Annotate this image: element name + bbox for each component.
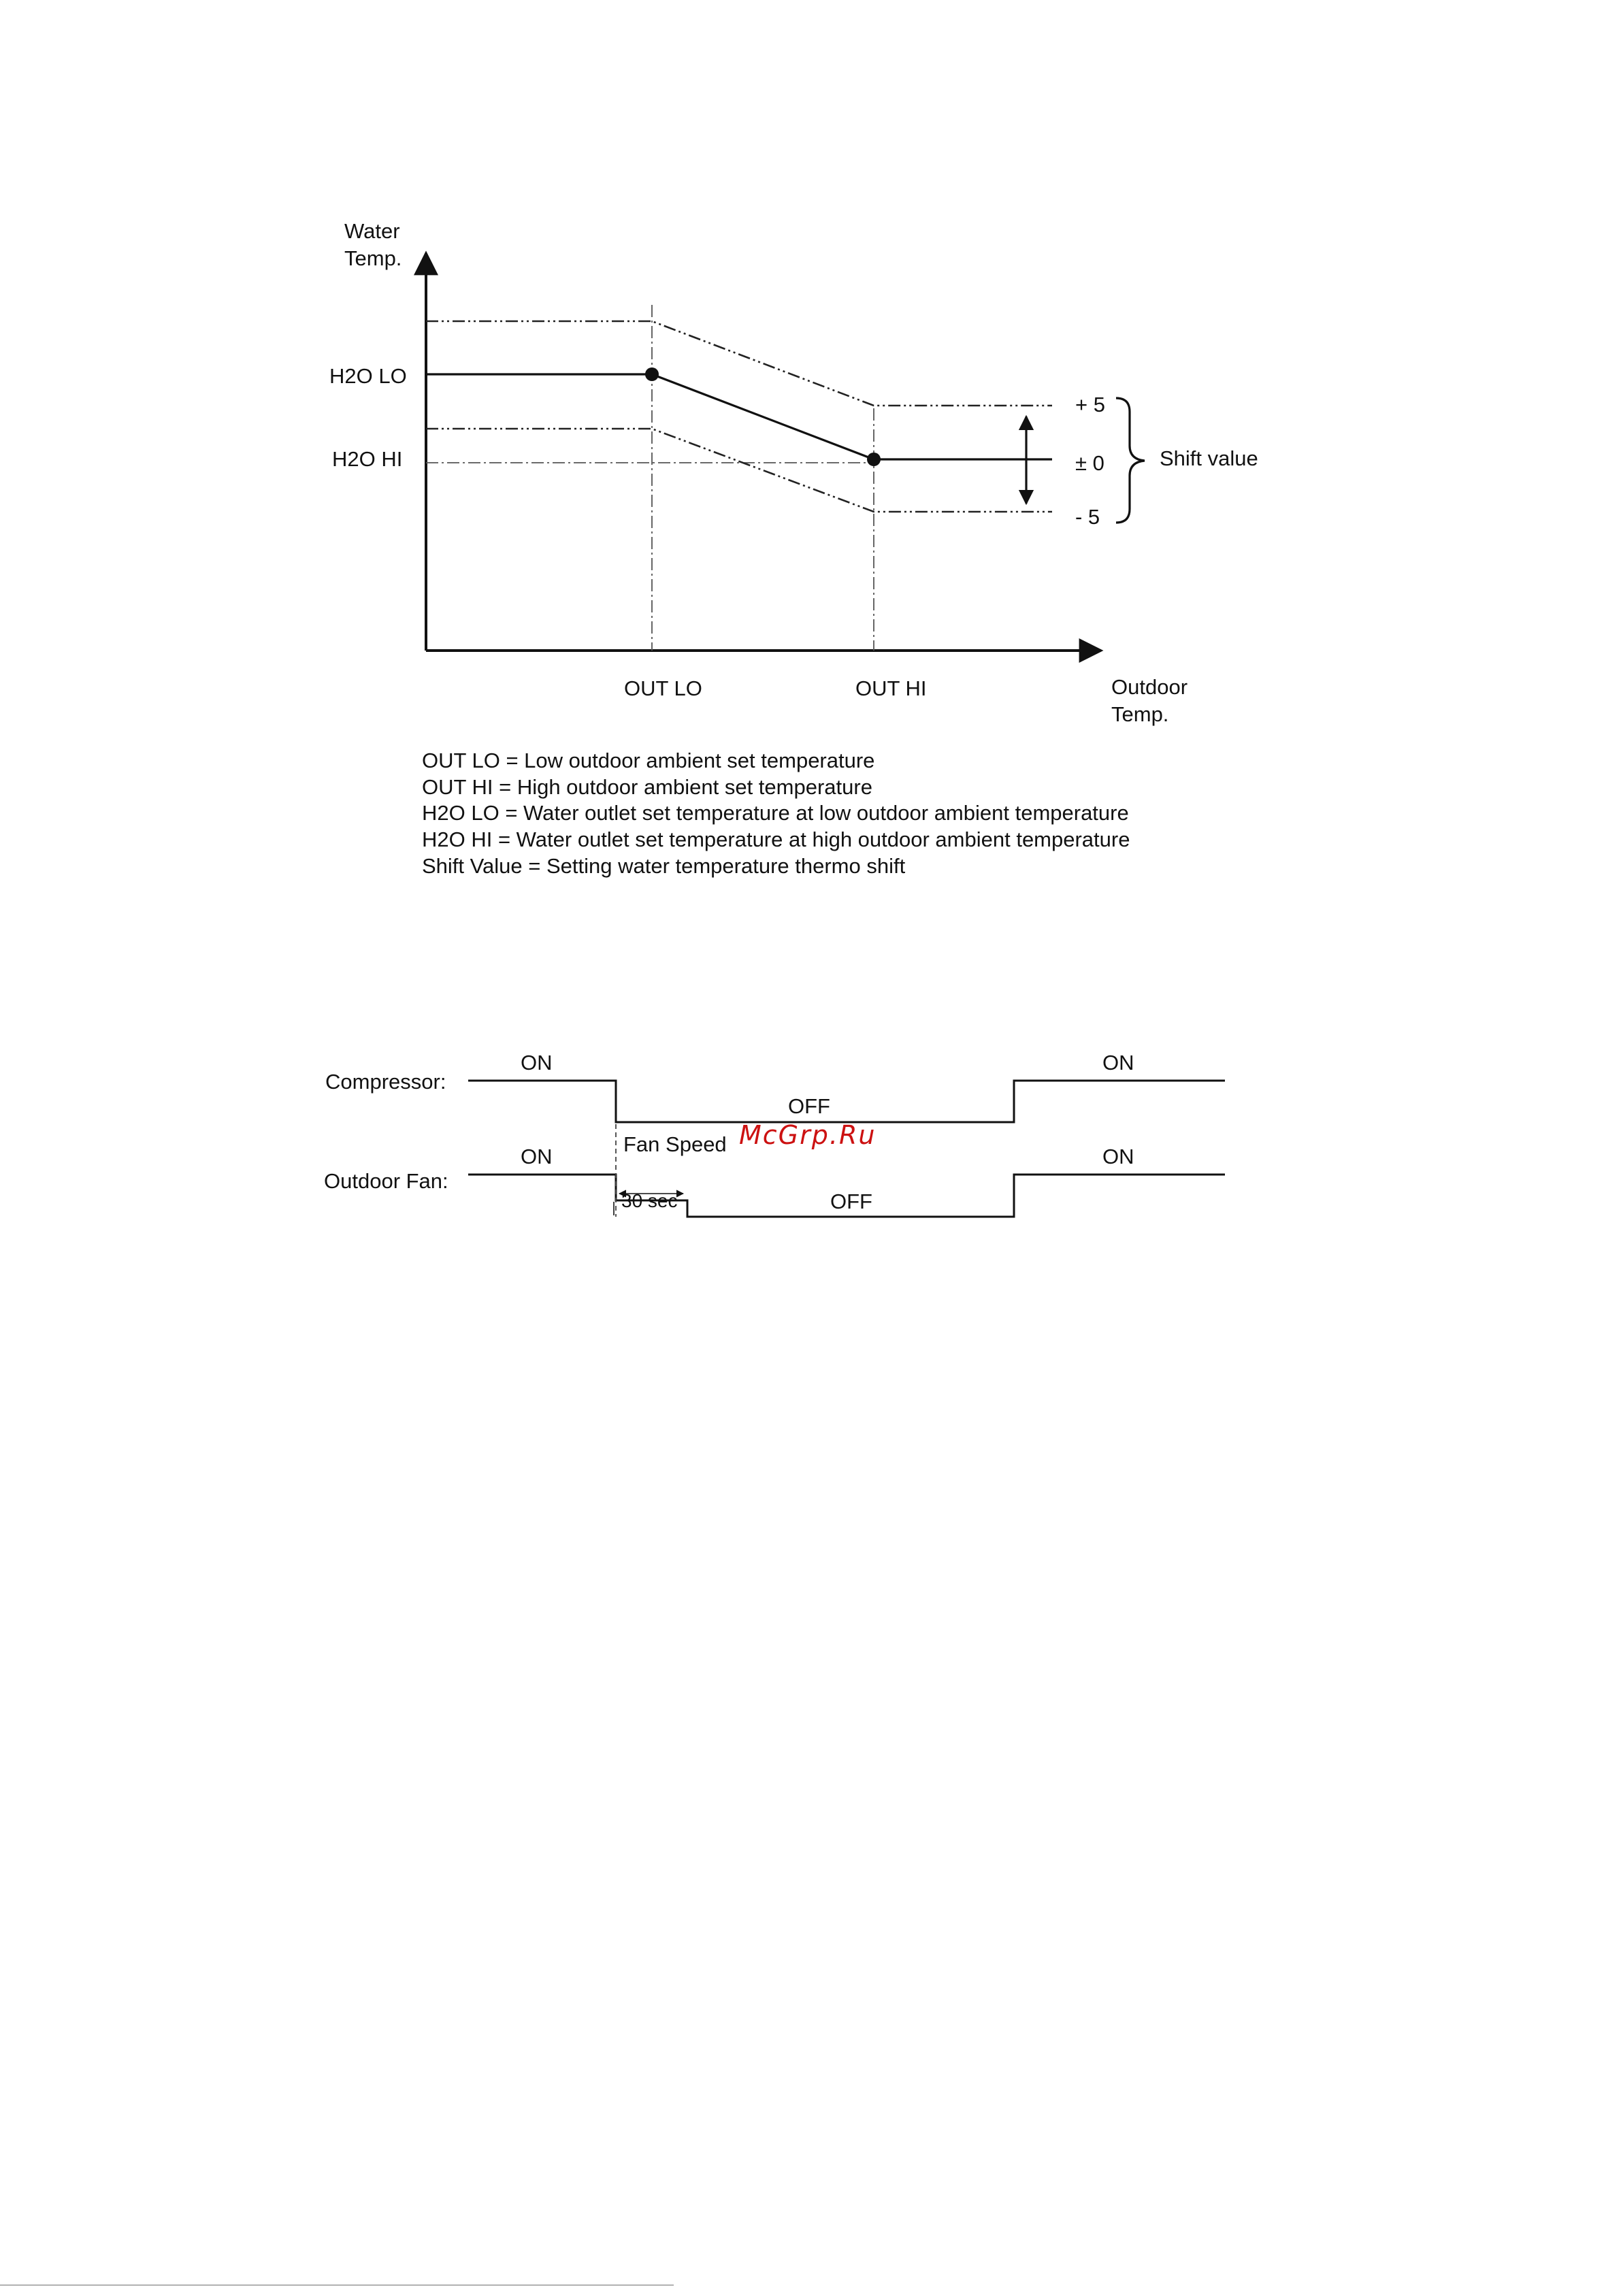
watermark-text: McGrp.Ru (739, 1120, 877, 1150)
out-hi-point (867, 453, 881, 466)
y-axis-label-line2: Temp. (344, 246, 402, 270)
tick-out-lo: OUT LO (624, 676, 702, 700)
x-axis-label-line1: Outdoor (1111, 675, 1188, 699)
shift-brace (1116, 398, 1145, 523)
compressor-on-right: ON (1102, 1051, 1134, 1075)
water-temp-graph (329, 219, 1258, 878)
definition-h2o-hi: H2O HI = Water outlet set temperature at high outdoor ambient temperature (422, 827, 1130, 851)
compressor-label: Compressor: (325, 1070, 446, 1094)
shift-plus-curve (426, 321, 1052, 406)
shift-zero-label: ± 0 (1075, 451, 1104, 475)
delay-label: 30 sec (621, 1190, 678, 1211)
shift-plus-label: + 5 (1075, 393, 1105, 416)
tick-h2o-hi: H2O HI (332, 447, 403, 471)
out-lo-point (645, 367, 659, 381)
graph-definitions (422, 749, 1130, 878)
setpoint-curve (426, 374, 1052, 459)
fan-speed-label: Fan Speed (623, 1132, 727, 1156)
shift-minus-label: - 5 (1075, 505, 1100, 529)
shift-minus-curve (426, 429, 1052, 512)
compressor-on-left: ON (521, 1051, 553, 1075)
compressor-signal (468, 1081, 1225, 1122)
tick-h2o-lo: H2O LO (329, 364, 407, 388)
tick-out-hi: OUT HI (855, 676, 927, 700)
shift-value-label: Shift value (1160, 446, 1258, 470)
definition-out-hi: OUT HI = High outdoor ambient set temperature (422, 775, 872, 799)
outdoor-fan-on-left: ON (521, 1145, 553, 1168)
definition-shift-value: Shift Value = Setting water temperature thermo shift (422, 854, 906, 878)
y-axis-label-line1: Water (344, 219, 400, 243)
outdoor-fan-on-right: ON (1102, 1145, 1134, 1168)
outdoor-fan-off: OFF (830, 1190, 872, 1213)
definition-h2o-lo: H2O LO = Water outlet set temperature at low outdoor ambient temperature (422, 801, 1129, 825)
outdoor-fan-label: Outdoor Fan: (324, 1169, 448, 1193)
x-axis-label-line2: Temp. (1111, 702, 1169, 726)
definition-out-lo: OUT LO = Low outdoor ambient set temperature (422, 749, 875, 772)
compressor-off: OFF (788, 1094, 830, 1118)
